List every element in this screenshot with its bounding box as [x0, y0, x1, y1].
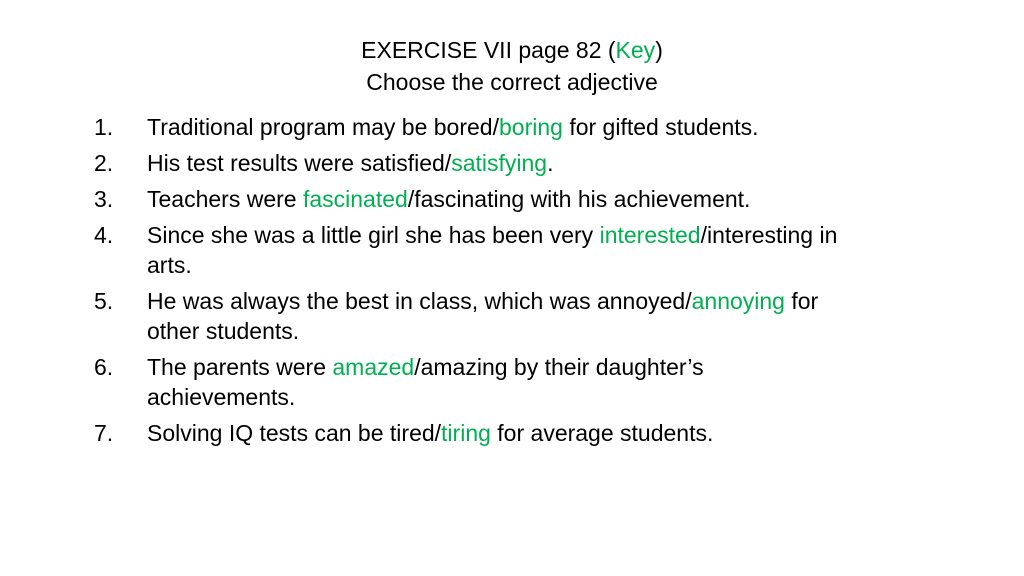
item-number: 2. [94, 150, 114, 176]
item-sentence [147, 150, 553, 176]
sentence-fragment: . [547, 150, 554, 176]
item-sentence [147, 420, 713, 446]
sentence-fragment: for average students. [490, 420, 714, 446]
item-number: 7. [94, 420, 114, 446]
list-item [94, 220, 854, 280]
item-number: 6. [94, 354, 114, 380]
answer-word: satisfying [451, 150, 548, 176]
answer-word: fascinated [302, 186, 408, 212]
list-item [94, 184, 854, 214]
item-sentence [147, 186, 750, 212]
sentence-fragment: Since she was a little girl she has been very [147, 222, 600, 248]
item-sentence [147, 354, 704, 410]
list-item [94, 148, 854, 178]
answer-word: interested [599, 222, 701, 248]
item-sentence [147, 288, 818, 344]
item-sentence [147, 222, 837, 278]
answer-word: amazed [332, 354, 415, 380]
title-prefix: EXERCISE VII page 82 ( [361, 37, 616, 63]
sentence-fragment: Solving IQ tests can be tired/ [147, 420, 442, 446]
answer-word: tiring [441, 420, 491, 446]
sentence-fragment: Teachers were [147, 186, 303, 212]
title-key: Key [615, 37, 656, 63]
sentence-fragment: The parents were [147, 354, 333, 380]
list-item [94, 286, 854, 346]
list-item [94, 352, 854, 412]
exercise-list [94, 112, 854, 454]
title-line-1 [0, 34, 1024, 66]
sentence-fragment: His test results were satisfied/ [147, 150, 452, 176]
sentence-fragment: Traditional program may be bored/ [147, 114, 499, 140]
list-item [94, 112, 854, 142]
title-suffix: ) [655, 37, 663, 63]
sentence-fragment: /amazing by their daughter’s achievements. [147, 354, 704, 410]
sentence-fragment: for gifted students. [562, 114, 759, 140]
sentence-fragment: /fascinating with his achievement. [407, 186, 751, 212]
item-number: 4. [94, 222, 114, 248]
answer-word: annoying [691, 288, 785, 314]
sentence-fragment: for other students. [147, 288, 819, 344]
list-item [94, 418, 854, 448]
sentence-fragment: He was always the best in class, which was annoyed/ [147, 288, 692, 314]
item-number: 3. [94, 186, 114, 212]
item-sentence [147, 114, 759, 140]
page-title [0, 34, 1024, 98]
title-line-2: Choose the correct adjective [366, 69, 658, 95]
item-number: 1. [94, 114, 114, 140]
answer-word: boring [499, 114, 563, 140]
item-number: 5. [94, 288, 114, 314]
sentence-fragment: /interesting in arts. [147, 222, 838, 278]
